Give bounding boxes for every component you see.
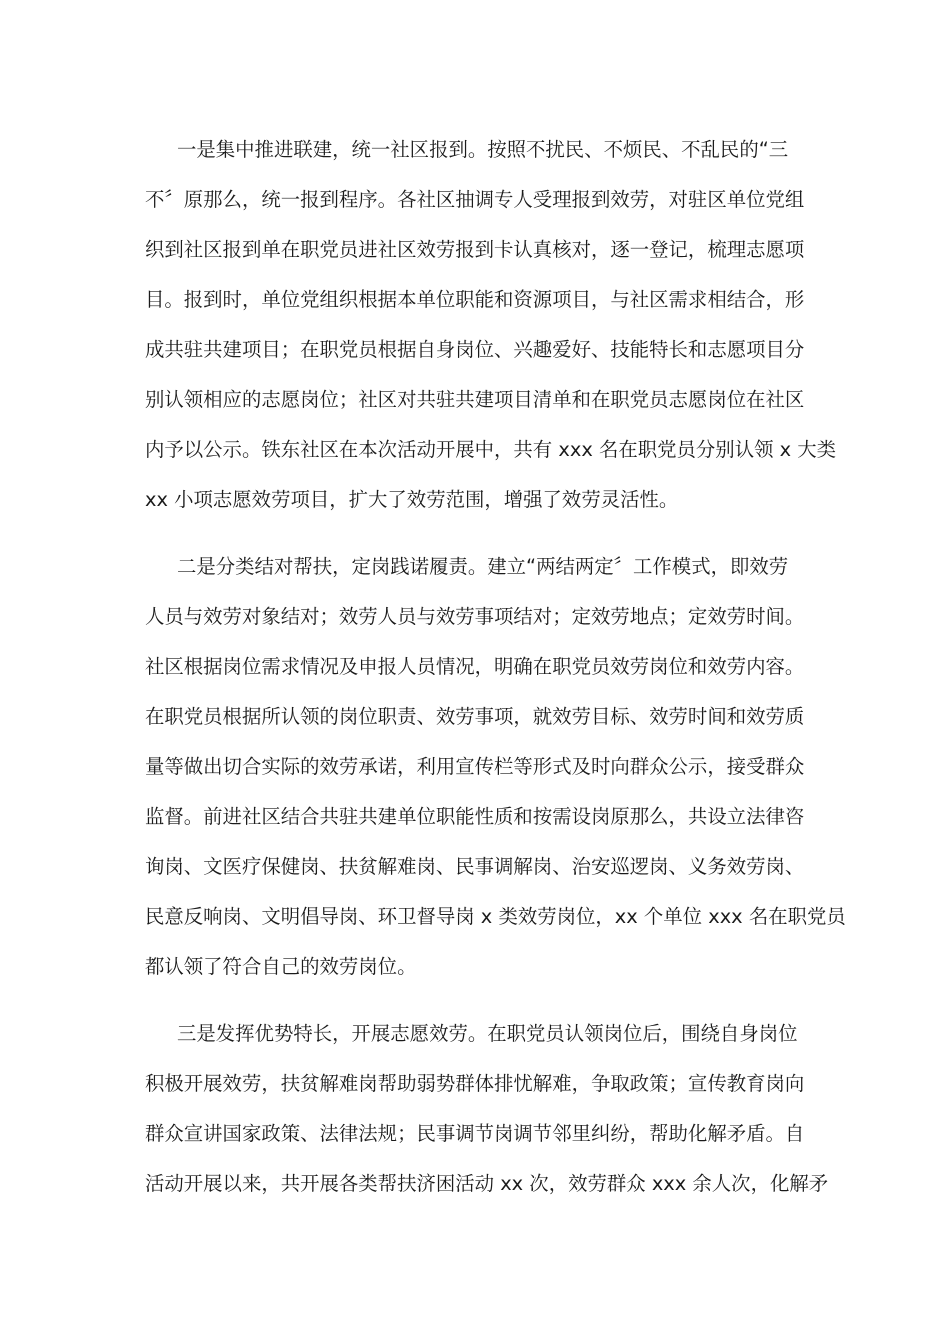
paragraph-spacer bbox=[145, 525, 809, 542]
text-line: 都认领了符合自己的效劳岗位。 bbox=[145, 955, 417, 978]
text-line: 社区根据岗位需求情况及申报人员情况，明确在职党员效劳岗位和效劳内容。 bbox=[145, 655, 805, 678]
text-line: xx 小项志愿效劳项目，扩大了效劳范围，增强了效劳灵活性。 bbox=[145, 488, 679, 511]
text-line: 民意反响岗、文明倡导岗、环卫督导岗 x 类效劳岗位，xx 个单位 xxx 名在职党员 bbox=[145, 905, 846, 928]
text-line: 监督。前进社区结合共驻共建单位职能性质和按需设岗原那么，共设立法律咨 bbox=[145, 805, 805, 828]
text-line: 三是发挥优势特长，开展志愿效劳。在职党员认领岗位后，围绕自身岗位 bbox=[177, 1022, 798, 1045]
text-line: 内予以公示。铁东社区在本次活动开展中，共有 xxx 名在职党员分别认领 x 大类 bbox=[145, 438, 837, 461]
paragraph-1 bbox=[145, 125, 837, 525]
text-line: 在职党员根据所认领的岗位职责、效劳事项，就效劳目标、效劳时间和效劳质 bbox=[145, 705, 805, 728]
text-line: 人员与效劳对象结对；效劳人员与效劳事项结对；定效劳地点；定效劳时间。 bbox=[145, 605, 805, 628]
text-line: 群众宣讲国家政策、法律法规；民事调节岗调节邻里纠纷，帮助化解矛盾。自 bbox=[145, 1122, 805, 1145]
text-line: 别认领相应的志愿岗位；社区对共驻共建项目清单和在职党员志愿岗位在社区 bbox=[145, 388, 805, 411]
document-body bbox=[145, 125, 846, 1209]
text-line: 积极开展效劳，扶贫解难岗帮助弱势群体排忧解难，争取政策；宣传教育岗向 bbox=[145, 1072, 805, 1095]
paragraph-spacer bbox=[145, 992, 809, 1009]
text-line: 量等做出切合实际的效劳承诺，利用宣传栏等形式及时向群众公示，接受群众 bbox=[145, 755, 805, 778]
text-line: 织到社区报到单在职党员进社区效劳报到卡认真核对，逐一登记，梳理志愿项 bbox=[145, 238, 805, 261]
paragraph-2 bbox=[145, 542, 846, 992]
text-line: 不〞原那么，统一报到程序。各社区抽调专人受理报到效劳，对驻区单位党组 bbox=[145, 188, 805, 211]
text-line: 目。报到时，单位党组织根据本单位职能和资源项目，与社区需求相结合，形 bbox=[145, 288, 805, 311]
text-line: 活动开展以来，共开展各类帮扶济困活动 xx 次，效劳群众 xxx 余人次，化解矛 bbox=[145, 1172, 829, 1195]
text-line: 询岗、文医疗保健岗、扶贫解难岗、民事调解岗、治安巡逻岗、义务效劳岗、 bbox=[145, 855, 805, 878]
text-line: 一是集中推进联建，统一社区报到。按照不扰民、不烦民、不乱民的“三 bbox=[177, 138, 789, 161]
paragraph-3 bbox=[145, 1009, 829, 1209]
text-line: 成共驻共建项目；在职党员根据自身岗位、兴趣爱好、技能特长和志愿项目分 bbox=[145, 338, 805, 361]
text-line: 二是分类结对帮扶，定岗践诺履责。建立“两结两定〞工作模式，即效劳 bbox=[177, 555, 789, 578]
